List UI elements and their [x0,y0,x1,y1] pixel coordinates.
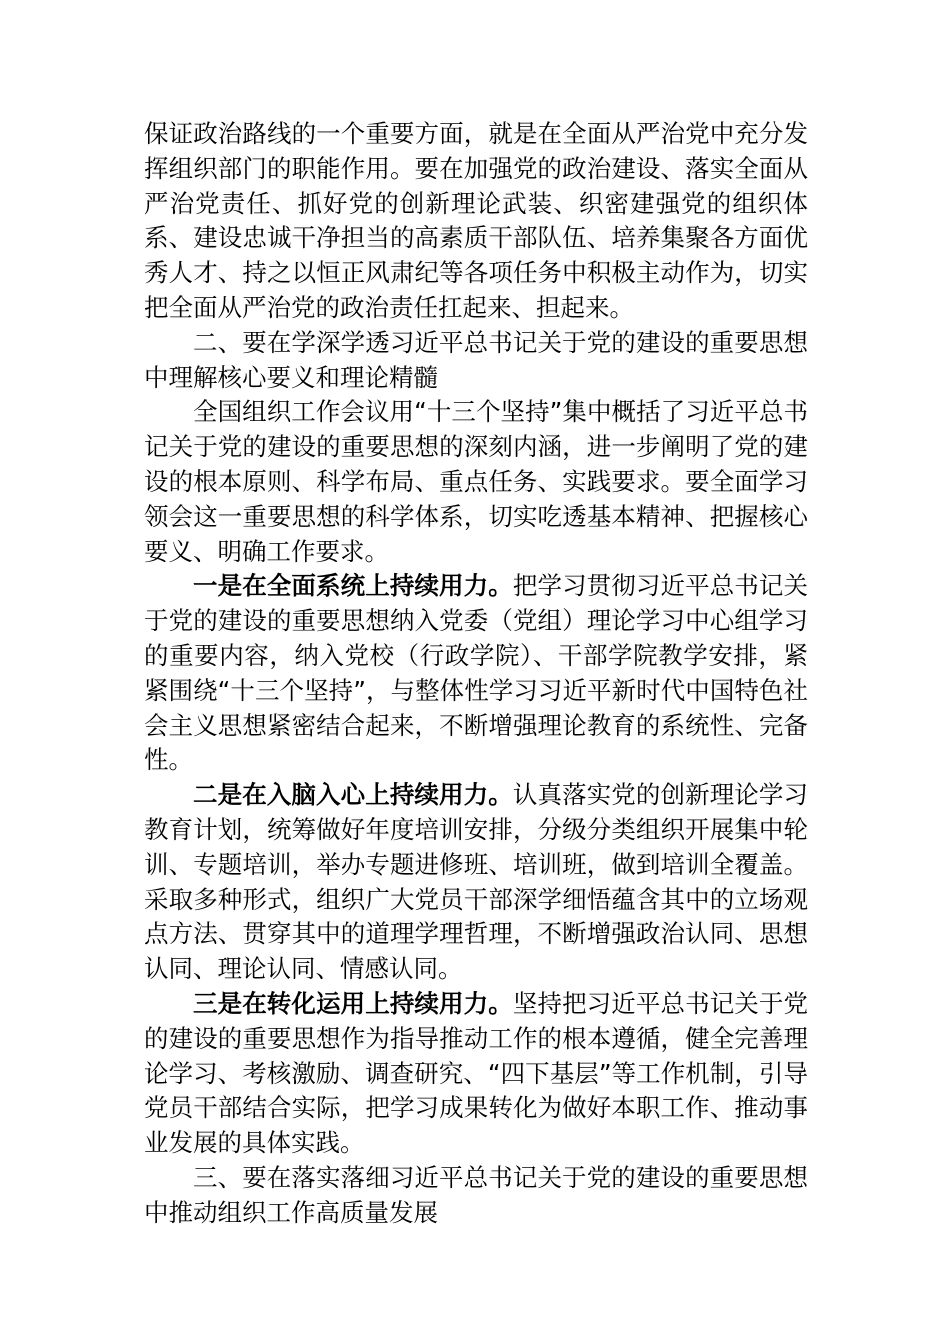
bold-lead-sentence: 二是在入脑入心上持续用力。 [193,780,513,810]
heading-text: 三、要在落实落细习近平总书记关于党的建设的重要思想中推动组织工作高质量发展 [144,1162,808,1227]
bold-lead-sentence: 三是在转化运用上持续用力。 [193,988,513,1018]
paragraph-text: 保证政治路线的一个重要方面，就是在全面从严治党中充分发挥组织部门的职能作用。要在加强党的政治建设、落实全面从严治党责任、抓好党的创新理论武装、织密建强党的组织体系、建设忠诚干净担当的高素质干部队伍、培养集聚各方面优秀人才、持之以恒正风肃纪等各项任务中积极主动作为，切实把全面从严治党的政治责任扛起来、担起来。 [144,119,808,322]
paragraph-text: 认真落实党的创新理论学习教育计划，统筹做好年度培训安排，分级分类组织开展集中轮训、专题培训，举办专题进修班、培训班，做到培训全覆盖。采取多种形式，组织广大党员干部深学细悟蕴含其中的立场观点方法、贯穿其中的道理学理哲理，不断增强政治认同、思想认同、理论认同、情感认同。 [144,780,809,984]
paragraph-text: 把学习贯彻习近平总书记关于党的建设的重要思想纳入党委（党组）理论学习中心组学习的重要内容，纳入党校（行政学院）、干部学院教学安排，紧紧围绕“十三个坚持”，与整体性学习习近平新时代中国特色社会主义思想紧密结合起来，不断增强理论教育的系统性、完备性。 [144,571,809,775]
paragraph-3 [144,395,808,569]
heading-text: 二、要在学深学透习近平总书记关于党的建设的重要思想中理解核心要义和理论精髓 [144,327,808,392]
paragraph-5 [144,778,808,987]
document-page [144,117,808,1231]
paragraph-1 [144,117,808,326]
paragraph-text: 坚持把习近平总书记关于党的建设的重要思想作为指导推动工作的根本遵循，健全完善理论学习、考核激励、调查研究、“四下基层”等工作机制，引导党员干部结合实际，把学习成果转化为做好本职工作、推动事业发展的具体实践。 [144,988,809,1158]
bold-lead-sentence: 一是在全面系统上持续用力。 [193,571,513,601]
paragraph-text: 全国组织工作会议用“十三个坚持”集中概括了习近平总书记关于党的建设的重要思想的深刻内涵，进一步阐明了党的建设的根本原则、科学布局、重点任务、实践要求。要全面学习领会这一重要思想的科学体系，切实吃透基本精神、把握核心要义、明确工作要求。 [144,397,808,566]
section-heading-2 [144,326,808,396]
paragraph-6 [144,987,808,1161]
section-heading-3 [144,1161,808,1231]
paragraph-4 [144,569,808,778]
